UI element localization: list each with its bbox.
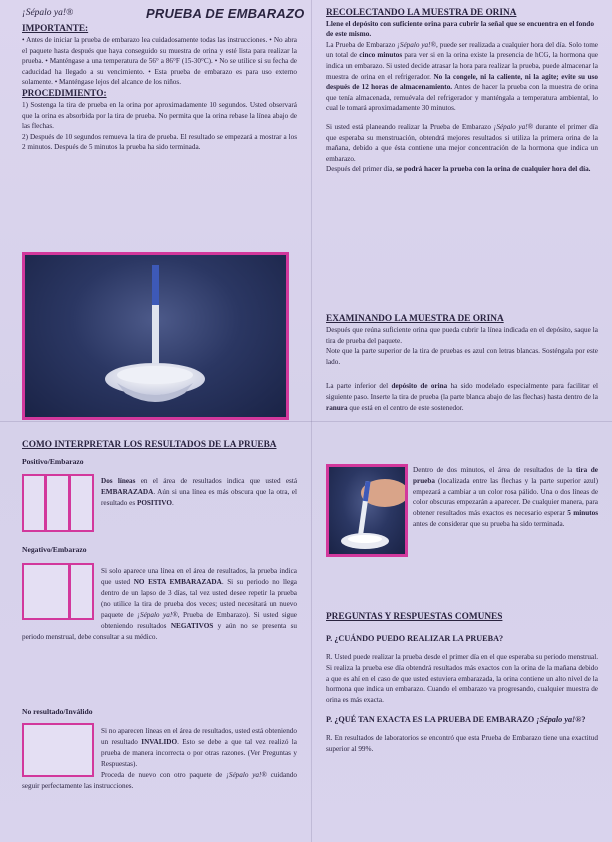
collect-lead: Llene el depósito con suficiente orina para cubrir la señal que se encuentra en el fondo de este mismo. — [326, 19, 595, 39]
collect-paragraph-3 — [326, 164, 598, 175]
examine-p5-a: Una o dos líneas de color obscuras empezarán a aparecer. De cualquier manera, para obtener resultados más exactos es necesario esperar — [413, 487, 599, 518]
page-title: PRUEBA DE EMBARAZO — [146, 6, 305, 21]
procedure-step-1: 1) Sostenga la tira de prueba en la orina por aproximadamente 10 segundos. Usted observará que la orina es absorbida por la tira de prueba. No permita que la orina rebase la línea abajo de las flechas. — [22, 100, 297, 131]
invalid-italic-1: ¡Sépalo ya!® — [226, 771, 267, 779]
invalid-label: No resultado/Inválido — [22, 707, 93, 716]
examine-p3-b: ha sido modelado especialmente para facilitar el siguiente paso. Inserte la tira de prueba (la parte blanca abajo de las flechas) hasta dentro de la — [326, 382, 599, 401]
examine-p3-c: que está en el centro de este sostenedor. — [347, 403, 464, 412]
faq-answer-1: R. Usted puede realizar la prueba desde el primer día en el que esperaba su periodo menstrual. Si realiza la prueba ese día obtendrá resultados más exactos con la orina de la mañana debido a que es ahí en el caso de que usted estuviera embarazada, la orina contiene un alto nivel de la hormona que indica un embarazo. Cuando el embarazo va progresando, cualquier muestra de orina es más exacta. — [326, 653, 598, 705]
collect-p1-b: , puede ser realizada a cualquier hora del día. Solo tome un total de — [326, 40, 598, 60]
negative-text-1: Si solo aparece una línea en el área de resultados, la prueba indica que usted — [101, 567, 297, 586]
examine-p3-bold: depósito de orina — [391, 382, 448, 391]
positive-bold-2: EMBARAZADA — [101, 488, 154, 497]
negative-label: Negativo/Embarazo — [22, 545, 87, 554]
positive-text-3: . — [171, 499, 174, 508]
test-strip-cup-illustration — [25, 255, 286, 417]
collect-heading: RECOLECTANDO LA MUESTRA DE ORINA — [326, 8, 517, 18]
faq-question-1: P. ¿CUÁNDO PUEDO REALIZAR LA PRUEBA? — [326, 634, 504, 643]
collect-p1-d: Antes de hacer la prueba con la muestra de orina que tenía almacenada, remuévala del refrigerador y manténgala a temperatura ambiental, lo cual le tomará aproximadamente 30 minutos. — [326, 83, 598, 113]
collect-p3-a: Después del primer día, — [326, 165, 397, 174]
examine-p5-bold: 5 minutos — [567, 509, 599, 518]
interpret-section — [22, 440, 297, 451]
positive-section — [22, 457, 297, 466]
invalid-bold-1: INVALIDO — [141, 738, 178, 746]
negative-italic-1: ¡Sépalo ya!® — [137, 611, 178, 619]
faq-answer-2: R. En resultados de laboratorios se encontró que esta Prueba de Embarazo tiene una exactitud superior al 99%. — [326, 733, 598, 753]
negative-text-2: . Si su periodo no llega dentro de un lapso de 3 días, tal vez usted desee repetir la prueba (no utilice la tira de prueba dos veces; usted necesitará un nuevo paquete de — [101, 578, 297, 619]
test-strip-blue-handle — [152, 265, 159, 305]
examine-p3-a: La parte inferior del — [326, 382, 392, 391]
invalid-text-4: cuidando seguir perfectamente las instrucciones. — [22, 771, 297, 790]
brand-name: ¡Sépalo ya!® — [22, 8, 74, 18]
collect-p2-b: durante el primer día que esperaba su menstruación, obtendrá mejores resultados si utiliza la primera orina de la mañana, debido a que ésta contiene una mejor concentración de la hormona que indica un embarazo. — [326, 122, 598, 163]
examine-section — [326, 314, 598, 413]
faq-question-2 — [326, 714, 598, 725]
examine-p4-b: (localizada entre las flechas y la parte superior azul) empezará a cambiar a un color rosa pálido. — [413, 476, 598, 496]
horizontal-fold-line — [0, 421, 612, 422]
interpret-heading: COMO INTERPRETAR LOS RESULTADOS DE LA PRUEBA — [22, 440, 277, 450]
positive-text-block — [101, 476, 297, 510]
collect-p2-a: Si usted está planeando realizar la Prueba de Embarazo — [326, 122, 494, 131]
collect-p1-c: para ver si en la orina existe la presencia de hCG, la hormona que indica un embarazo. Si usted decide atrasar la hora para realizar la prueba, puede almacenar la muestra de orina en el refrigerador. — [326, 51, 598, 81]
faq-section — [326, 612, 598, 755]
collect-p1-bold: cinco minutos — [359, 51, 403, 60]
collect-paragraph-2 — [326, 122, 598, 164]
examine-heading: EXAMINANDO LA MUESTRA DE ORINA — [326, 314, 504, 324]
positive-result-diagram — [22, 474, 94, 532]
photo-test-strip-in-cup — [22, 252, 289, 420]
examine-p4-p5-block — [326, 465, 598, 557]
negative-text-4: y aún no se presenta su periodo menstrual, debe consultar a su médico. — [22, 622, 297, 641]
negative-bold-1: NO ESTA EMBARAZADA — [133, 578, 222, 586]
collect-p1-italic: ¡Sépalo ya!® — [397, 40, 437, 49]
examine-p4-bold: tira de prueba — [413, 466, 598, 485]
examine-p3-bold2: ranura — [326, 403, 348, 412]
negative-section — [22, 545, 297, 554]
positive-text-1: en el área de resultados indica que usted está — [135, 477, 298, 485]
invalid-text-block — [22, 726, 297, 792]
examine-p3 — [326, 381, 598, 413]
collect-p1-bold2: No la congele, ni la caliente, ni la agite; evite su uso después de 12 horas de almacenamiento. — [326, 72, 598, 92]
positive-label: Positivo/Embarazo — [22, 457, 84, 466]
collect-paragraph-1 — [326, 40, 598, 114]
procedure-heading: PROCEDIMIENTO: — [22, 88, 107, 99]
negative-text-3: , Prueba de Embarazo). Si usted sigue obteniendo resultados — [101, 611, 297, 630]
invalid-section — [22, 707, 297, 716]
negative-text-block — [22, 566, 297, 643]
positive-text-2: . Aún si una línea es más obscura que la otra, el resultado es — [101, 488, 297, 508]
faq-q2-italic: ¡Sépalo ya!® — [536, 714, 582, 724]
collect-p2-italic: ¡Sépalo ya!® — [493, 122, 534, 131]
important-section — [22, 24, 297, 153]
examine-p5-b: antes de considerar que su prueba ha sido terminada. — [413, 519, 565, 528]
examine-p1: Después que reúna suficiente orina que pueda cubrir la línea indicada en el depósito, saque la tira de prueba del paquete. — [326, 326, 598, 345]
examine-p4-a: Dentro de dos minutos, el área de resultados de la — [413, 466, 576, 474]
faq-heading: PREGUNTAS Y RESPUESTAS COMUNES — [326, 612, 503, 622]
invalid-text-1: Si no aparecen líneas en el área de resultados, usted está obteniendo un resultado — [101, 727, 297, 746]
important-text: • Antes de iniciar la prueba de embarazo lea cuidadosamente todas las instrucciones. • No abra el paquete hasta después que haya conseguido su muestra de orina y esté lista para realizar la prueba. • Manténgase a una temperatura de 56° a 86°F (15-30°C). • No se utilice si su fecha de caducidad ha llegado a su vencimiento. • Esta prueba de embarazo es para uso externo solamente. • Manténgase lejos del alcance de los niños. — [22, 36, 297, 87]
collect-p1-a: La Prueba de Embarazo — [326, 40, 398, 49]
positive-bold-3: POSITIVO — [136, 499, 172, 508]
collect-section — [326, 8, 598, 175]
important-heading: IMPORTANTE: — [22, 24, 89, 34]
positive-bold-lead: Dos líneas — [101, 477, 136, 485]
negative-bold-2: NEGATIVOS — [170, 622, 214, 630]
examine-p2: Note que la parte superior de la tira de pruebas es azul con letras blancas. Sosténgala por este lado. — [326, 347, 598, 366]
invalid-text-2: . Esto se debe a que tal vez realizó la prueba de manera incorrecta o por otras razones. (Ver Preguntas y Respuestas). — [101, 738, 297, 768]
procedure-step-2: 2) Después de 10 segundos remueva la tira de prueba. El resultado se empezará a mostrar a los 2 minutos. Después de 5 minutos la prueba ha sido terminada. — [22, 132, 297, 152]
invalid-text-3: Proceda de nuevo con otro paquete de — [101, 771, 227, 779]
faq-q2-a: P. ¿QUÉ TAN EXACTA ES LA PRUEBA DE EMBARAZO — [326, 714, 537, 724]
faq-q2-b: ? — [581, 714, 586, 724]
collect-p3-bold: se podrá hacer la prueba con la orina de cualquier hora del día. — [396, 165, 591, 174]
